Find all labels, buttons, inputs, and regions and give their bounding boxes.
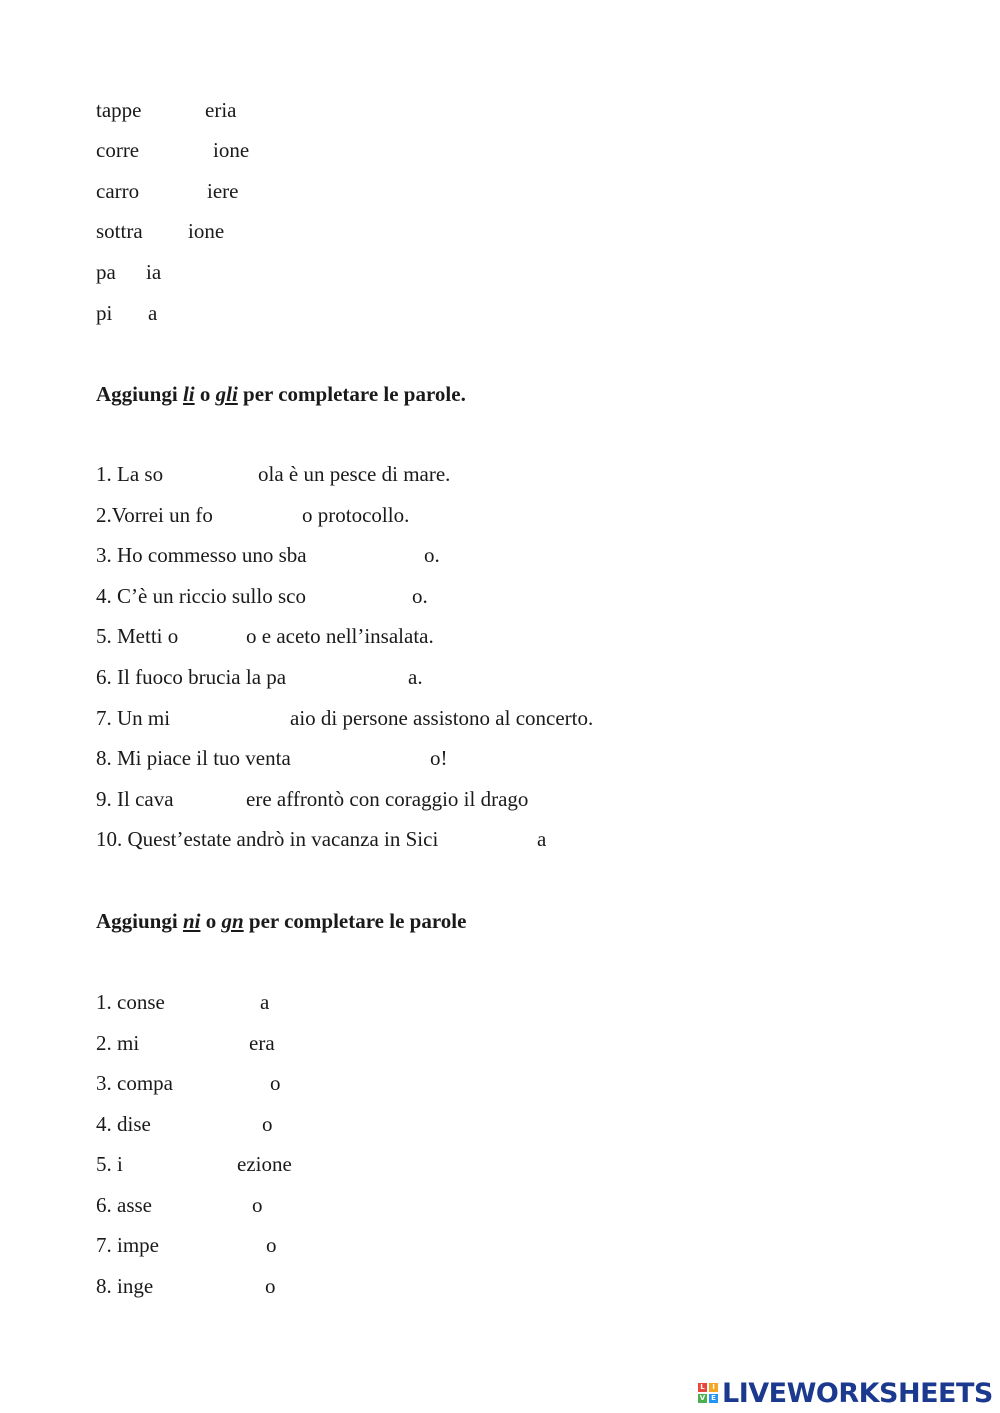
word-end: ione: [213, 138, 250, 162]
answer-blank[interactable]: [184, 1071, 268, 1093]
sentence-end: aio di persone assistono al concerto.: [290, 706, 594, 730]
section2-heading: [96, 382, 466, 406]
answer-blank[interactable]: [182, 706, 288, 728]
answer-blank[interactable]: [318, 746, 428, 768]
section3-heading: [96, 909, 466, 933]
answer-blank[interactable]: [190, 624, 244, 646]
word-start: 4. dise: [96, 1112, 151, 1136]
answer-blank[interactable]: [162, 1274, 262, 1296]
answer-blank[interactable]: [151, 219, 187, 241]
word-end: ione: [188, 219, 225, 243]
word-end: ezione: [237, 1152, 292, 1176]
logo-mark-icon: L I V E: [698, 1383, 718, 1403]
word-start: pi: [96, 301, 113, 325]
sentence-end: o protocollo.: [302, 503, 410, 527]
sentence-end: o.: [412, 584, 428, 608]
answer-blank[interactable]: [128, 1152, 234, 1174]
sentence-end: o.: [424, 543, 440, 567]
answer-blank[interactable]: [160, 1112, 260, 1134]
sentence-start: 3. Ho commesso uno sba: [96, 543, 307, 567]
answer-blank[interactable]: [170, 1233, 264, 1255]
answer-blank[interactable]: [334, 584, 410, 606]
option-gn: gn: [221, 909, 244, 933]
sentence-start: 8. Mi piace il tuo venta: [96, 746, 291, 770]
sentence-start: 6. Il fuoco brucia la pa: [96, 665, 287, 689]
answer-blank[interactable]: [482, 827, 534, 849]
sentence-end: ola è un pesce di mare.: [258, 462, 451, 486]
sentence-end: o e aceto nell’insalata.: [246, 624, 434, 648]
answer-blank[interactable]: [148, 98, 202, 120]
sentence-start: 10. Quest’estate andrò in vacanza in Sici: [96, 827, 439, 851]
option-gli: gli: [215, 382, 238, 406]
answer-blank[interactable]: [162, 1193, 250, 1215]
answer-blank[interactable]: [122, 260, 144, 282]
answer-blank[interactable]: [114, 301, 146, 323]
answer-blank[interactable]: [146, 138, 210, 160]
heading-text: Aggiungi li o gli per completare le parole.: [96, 382, 466, 406]
word-start: 7. impe: [96, 1233, 159, 1257]
word-end: a: [148, 301, 158, 325]
liveworksheets-logo[interactable]: [698, 1378, 993, 1408]
word-start: 8. inge: [96, 1274, 154, 1298]
answer-blank[interactable]: [176, 990, 256, 1012]
word-end: o: [266, 1233, 277, 1257]
word-end: o: [262, 1112, 273, 1136]
sentence-start: 7. Un mi: [96, 706, 171, 730]
word-start: tappe: [96, 98, 142, 122]
sentence-end: o!: [430, 746, 448, 770]
heading-text: Aggiungi ni o gn per completare le parole: [96, 909, 467, 933]
sentence-start: 5. Metti o: [96, 624, 179, 648]
sentence-end: ere affrontò con coraggio il drago: [246, 787, 529, 811]
sentence-start: 1. La so: [96, 462, 164, 486]
sentence-end: a: [537, 827, 547, 851]
word-end: o: [265, 1274, 276, 1298]
word-start: 1. conse: [96, 990, 165, 1014]
word-start: 5. i: [96, 1152, 123, 1176]
word-end: eria: [205, 98, 237, 122]
word-end: iere: [207, 179, 239, 203]
logo-text: LIVEWORKSHEETS: [722, 1377, 993, 1409]
word-start: carro: [96, 179, 140, 203]
answer-blank[interactable]: [230, 503, 300, 525]
sentence-end: a.: [408, 665, 423, 689]
word-end: ia: [146, 260, 162, 284]
word-start: 6. asse: [96, 1193, 152, 1217]
answer-blank[interactable]: [334, 543, 422, 565]
word-start: sottra: [96, 219, 143, 243]
answer-blank[interactable]: [174, 462, 256, 484]
answer-blank[interactable]: [146, 179, 204, 201]
sentence-start: 4. C’è un riccio sullo sco: [96, 584, 306, 608]
word-start: pa: [96, 260, 116, 284]
word-end: o: [252, 1193, 263, 1217]
word-end: a: [260, 990, 270, 1014]
option-li: li: [182, 382, 195, 406]
answer-blank[interactable]: [312, 665, 406, 687]
sentence-start: 2.Vorrei un fo: [96, 503, 213, 527]
option-ni: ni: [182, 909, 201, 933]
word-start: 3. compa: [96, 1071, 173, 1095]
answer-blank[interactable]: [188, 787, 244, 809]
word-end: era: [249, 1031, 275, 1055]
word-start: 2. mi: [96, 1031, 140, 1055]
word-start: corre: [96, 138, 140, 162]
answer-blank[interactable]: [146, 1031, 246, 1053]
word-end: o: [270, 1071, 281, 1095]
sentence-start: 9. Il cava: [96, 787, 174, 811]
